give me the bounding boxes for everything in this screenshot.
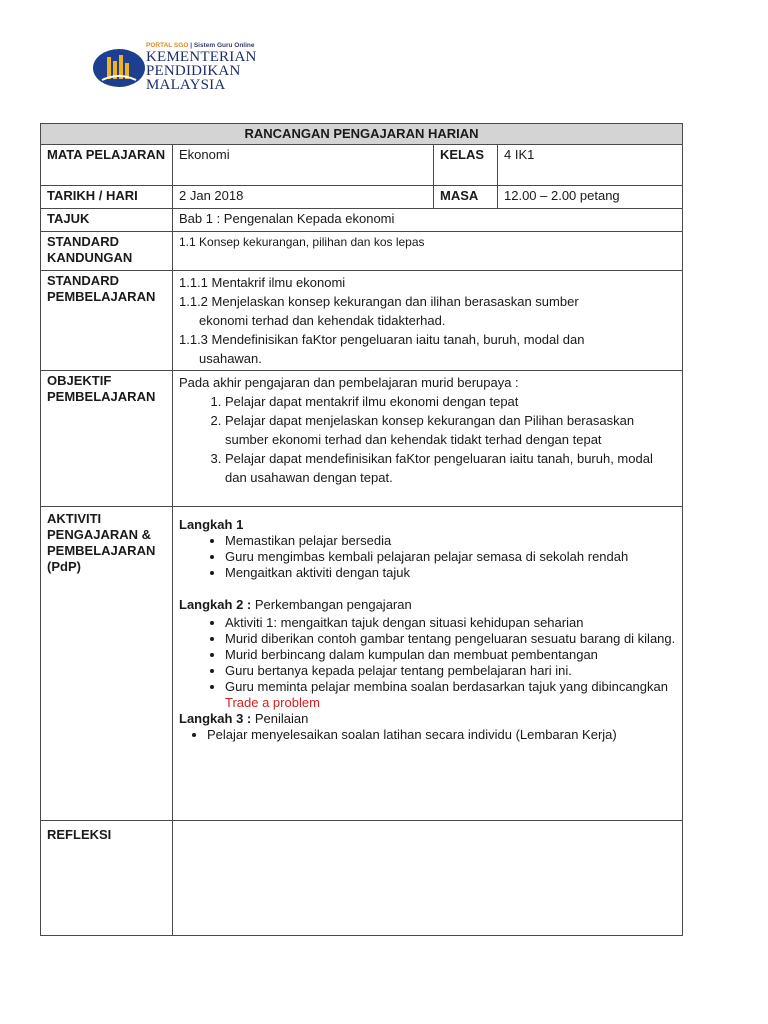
label-mata-pelajaran: MATA PELAJARAN	[41, 145, 173, 186]
label-standard-pembelajaran: STANDARD PEMBELAJARAN	[41, 271, 173, 371]
step3-label: Langkah 3	[179, 711, 244, 726]
objektif-list	[179, 392, 676, 487]
list-item: • Mengaitkan aktiviti dengan tajuk	[225, 565, 676, 581]
value-tajuk: Bab 1 : Pengenalan Kepada ekonomi	[173, 209, 683, 232]
list-item: 1. Pelajar dapat mentakrif ilmu ekonomi dengan tepat	[225, 392, 676, 411]
label-objektif: OBJEKTIF PEMBELAJARAN	[41, 371, 173, 507]
step2-list	[179, 615, 676, 711]
logo-line-1: KEMENTERIAN	[146, 49, 257, 65]
value-refleksi	[173, 821, 683, 936]
table-row	[41, 821, 683, 936]
step3-heading	[179, 711, 676, 727]
value-standard-kandungan: 1.1 Konsep kekurangan, pilihan dan kos lepas	[173, 232, 683, 271]
value-objektif	[173, 371, 683, 507]
portal-caption: PORTAL SGO | Sistem Guru Online	[146, 42, 255, 49]
list-item: • Guru mengimbas kembali pelajaran pelajar semasa di sekolah rendah	[225, 549, 676, 565]
table-row	[41, 186, 683, 209]
table-header-row	[41, 124, 683, 145]
list-item: • Murid berbincang dalam kumpulan dan membuat pembentangan	[225, 647, 676, 663]
value-masa: 12.00 – 2.00 petang	[498, 186, 683, 209]
step2-label: Langkah 2 :	[179, 597, 252, 612]
label-tajuk: TAJUK	[41, 209, 173, 232]
list-item: • Memastikan pelajar bersedia	[225, 533, 676, 549]
list-item: 3. Pelajar dapat mendefinisikan faKtor pengeluaran iaitu tanah, buruh, modal dan usahawan dengan tepat.	[225, 449, 676, 487]
table-row	[41, 232, 683, 271]
list-item	[225, 679, 676, 711]
list-item: 2. Pelajar dapat menjelaskan konsep kekurangan dan Pilihan berasaskan sumber ekonomi terhad dan kehendak tidakt terhad dengan tepat	[225, 411, 676, 449]
sp-line: ekonomi terhad dan kehendak tidakterhad.	[199, 313, 446, 328]
value-tarikh: 2 Jan 2018	[173, 186, 434, 209]
label-tarikh: TARIKH / HARI	[41, 186, 173, 209]
value-aktiviti	[173, 507, 683, 821]
step3-title: Penilaian	[254, 711, 309, 726]
sp-line: 1.1.3 Mendefinisikan faKtor pengeluaran iaitu tanah, buruh, modal dan	[179, 332, 585, 347]
label-masa: MASA	[434, 186, 498, 209]
step2-title: Perkembangan pengajaran	[254, 597, 412, 612]
sp-line: 1.1.1 Mentakrif ilmu ekonomi	[179, 275, 346, 290]
label-standard-kandungan: STANDARD KANDUNGAN	[41, 232, 173, 271]
page-title: RANCANGAN PENGAJARAN HARIAN	[41, 124, 683, 145]
table-row	[41, 209, 683, 232]
table-row	[41, 507, 683, 821]
step3-list	[179, 727, 676, 743]
ministry-emblem-icon	[92, 48, 146, 88]
list-item: • Pelajar menyelesaikan soalan latihan secara individu (Lembaran Kerja)	[207, 727, 676, 743]
lesson-plan-table	[40, 123, 683, 936]
sp-line: 1.1.2 Menjelaskan konsep kekurangan dan ilihan berasaskan sumber	[179, 294, 579, 309]
label-refleksi: REFLEKSI	[41, 821, 173, 936]
table-row	[41, 271, 683, 371]
ministry-logo	[92, 42, 282, 94]
list-item: • Guru bertanya kepada pelajar tentang pembelajaran hari ini.	[225, 663, 676, 679]
sp-line: usahawan.	[199, 351, 262, 366]
step2-heading	[179, 597, 676, 613]
logo-line-2: PENDIDIKAN	[146, 63, 241, 79]
trade-a-problem-label: Trade a problem	[225, 695, 320, 710]
step2-item-text: Guru meminta pelajar membina soalan berdasarkan tajuk yang dibincangkan	[225, 679, 668, 694]
logo-line-3: MALAYSIA	[146, 77, 226, 93]
label-aktiviti: AKTIVITI PENGAJARAN & PEMBELAJARAN (PdP)	[41, 507, 173, 821]
value-kelas: 4 IK1	[498, 145, 683, 186]
objektif-intro: Pada akhir pengajaran dan pembelajaran murid berupaya :	[179, 375, 519, 390]
list-item: • Aktiviti 1: mengaitkan tajuk dengan situasi kehidupan seharian	[225, 615, 676, 631]
step3-sep: :	[246, 711, 252, 726]
step1-label: Langkah 1	[179, 517, 244, 532]
list-item: • Murid diberikan contoh gambar tentang pengeluaran sesuatu barang di kilang.	[225, 631, 676, 647]
label-kelas: KELAS	[434, 145, 498, 186]
value-mata-pelajaran: Ekonomi	[173, 145, 434, 186]
table-row	[41, 371, 683, 507]
table-row	[41, 145, 683, 186]
step1-list	[179, 533, 676, 581]
value-standard-pembelajaran	[173, 271, 683, 371]
